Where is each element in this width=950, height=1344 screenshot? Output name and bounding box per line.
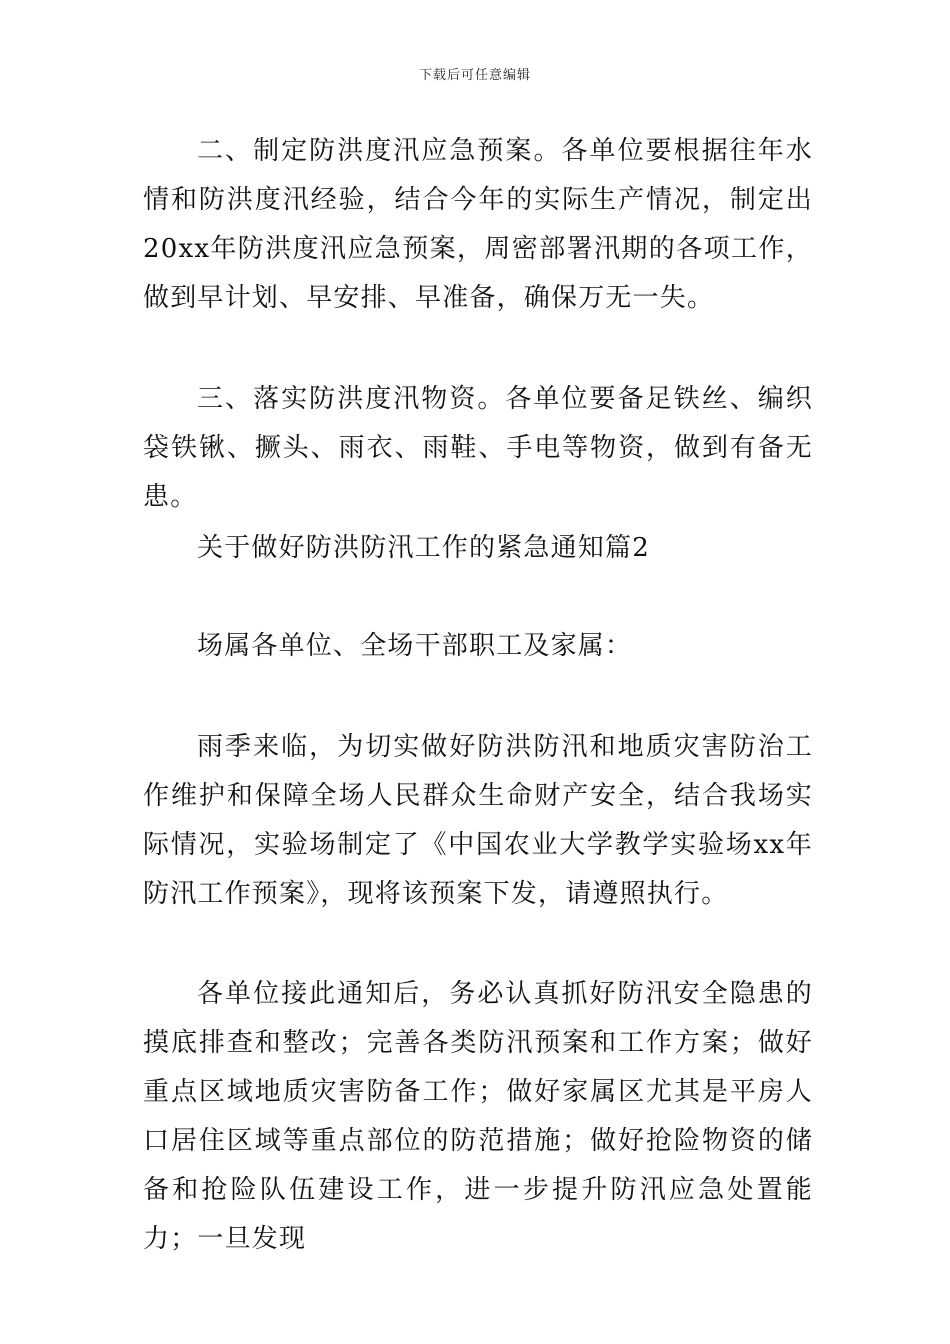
- paragraph-flood-plan: 二、制定防洪度汛应急预案。各单位要根据往年水情和防洪度汛经验，结合今年的实际生产情况，制定出20xx年防洪度汛应急预案，周密部署汛期的各项工作，做到早计划、早安排、早准备，确保万无一失。: [143, 136, 813, 313]
- paragraph-flood-materials: 三、落实防洪度汛物资。各单位要备足铁丝、编织袋铁锹、撅头、雨衣、雨鞋、手电等物资，做到有备无患。: [143, 384, 813, 512]
- salutation: 场属各单位、全场干部职工及家属：: [197, 631, 633, 661]
- paragraph-requirements: 各单位接此通知后，务必认真抓好防汛安全隐患的摸底排查和整改；完善各类防汛预案和工作方案；做好重点区域地质灾害防备工作；做好家属区尤其是平房人口居住区域等重点部位的防范措施；做好抢险物资的储备和抢险队伍建设工作，进一步提升防汛应急处置能力；一旦发现: [143, 979, 813, 1254]
- paragraph-rainy-season: 雨季来临，为切实做好防洪防汛和地质灾害防治工作维护和保障全场人民群众生命财产安全，结合我场实际情况，实验场制定了《中国农业大学教学实验场xx年防汛工作预案》，现将该预案下发，请遵照执行。: [143, 732, 813, 909]
- header-note: 下载后可任意编辑: [418, 68, 531, 83]
- notice-title: 关于做好防洪防汛工作的紧急通知篇2: [197, 533, 650, 563]
